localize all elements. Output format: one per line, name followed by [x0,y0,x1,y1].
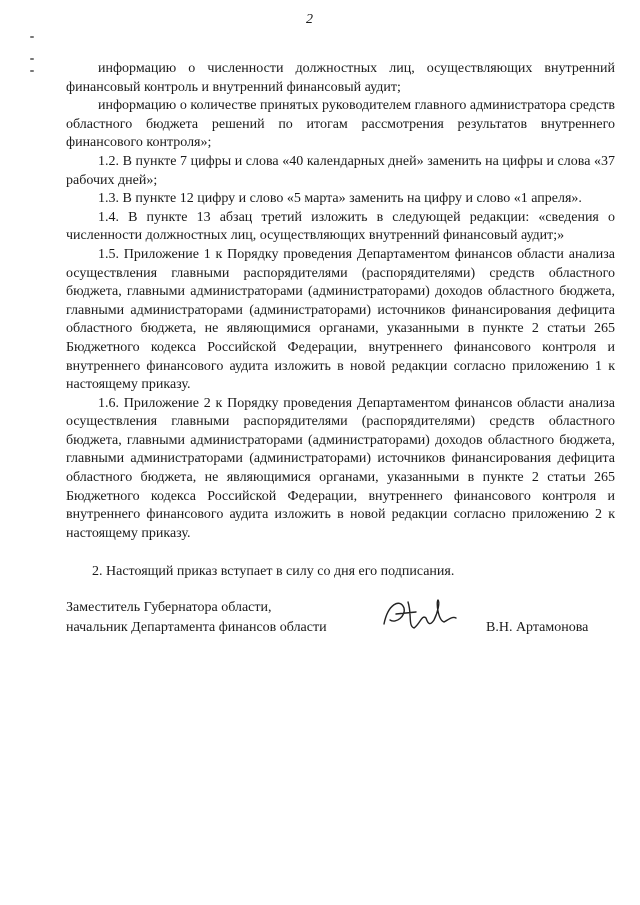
signature-block [66,598,615,648]
page-number: 2 [306,12,313,27]
body-paragraph: 1.2. В пункте 7 цифры и слова «40 календарных дней» заменить на цифры и слова «37 рабочих дней»; [66,153,615,188]
handwritten-signature [378,594,460,634]
spacer [66,543,615,563]
margin-mark [30,58,34,60]
body-paragraph: информацию о численности должностных лиц, осуществляющих внутренний финансовый контроль и внутренний финансовый аудит; [66,61,615,95]
signatory-position-line: Заместитель Губернатора области, [66,600,272,615]
body-paragraph: 1.4. В пункте 13 абзац третий изложить в следующей редакции: «сведения о численности должностных лиц, осуществляющих внутренний финансовый аудит;» [66,209,615,244]
body-paragraph: 1.6. Приложение 2 к Порядку проведения Департаментом финансов области анализа осуществления главными распорядителями (распорядителями) средств областного бюджета, главными администраторами (администраторами) доходов областного бюджета, главными администраторами (администраторами) источников финансирования дефицита областного бюджета, не являющимися органами, указанными в пункте 2 статьи 265 Бюджетного кодекса Российской Федерации, внутреннего финансового контроля и внутреннего финансового аудита изложить в новой редакции согласно приложению 2 к настоящему приказу. [66,395,615,541]
order-item-2: 2. Настоящий приказ вступает в силу со дня его подписания. [92,564,455,580]
margin-mark [30,70,34,72]
body-paragraph: информацию о количестве принятых руководителем главного администратора средств областного бюджета решений по итогам рассмотрения результатов внутреннего финансового контроля»; [66,98,615,151]
body-paragraph: 1.3. В пункте 12 цифру и слово «5 марта» заменить на цифру и слово «1 апреля». [98,191,582,207]
body-paragraph: 1.5. Приложение 1 к Порядку проведения Департаментом финансов области анализа осуществления главными распорядителями (распорядителями) средств областного бюджета, главными администраторами (администраторами) доходов областного бюджета, главными администраторами (администраторами) источников финансирования дефицита областного бюджета, не являющимися органами, указанными в пункте 2 статьи 265 Бюджетного кодекса Российской Федерации, внутреннего финансового контроля и внутреннего финансового аудита изложить в новой редакции согласно приложению 1 к настоящему приказу. [66,246,615,393]
signatory-position [66,598,356,638]
signatory-position-line: начальник Департамента финансов области [66,620,327,635]
document-body [66,60,615,582]
signatory-name: В.Н. Артамонова [486,620,589,635]
margin-mark [30,36,34,38]
